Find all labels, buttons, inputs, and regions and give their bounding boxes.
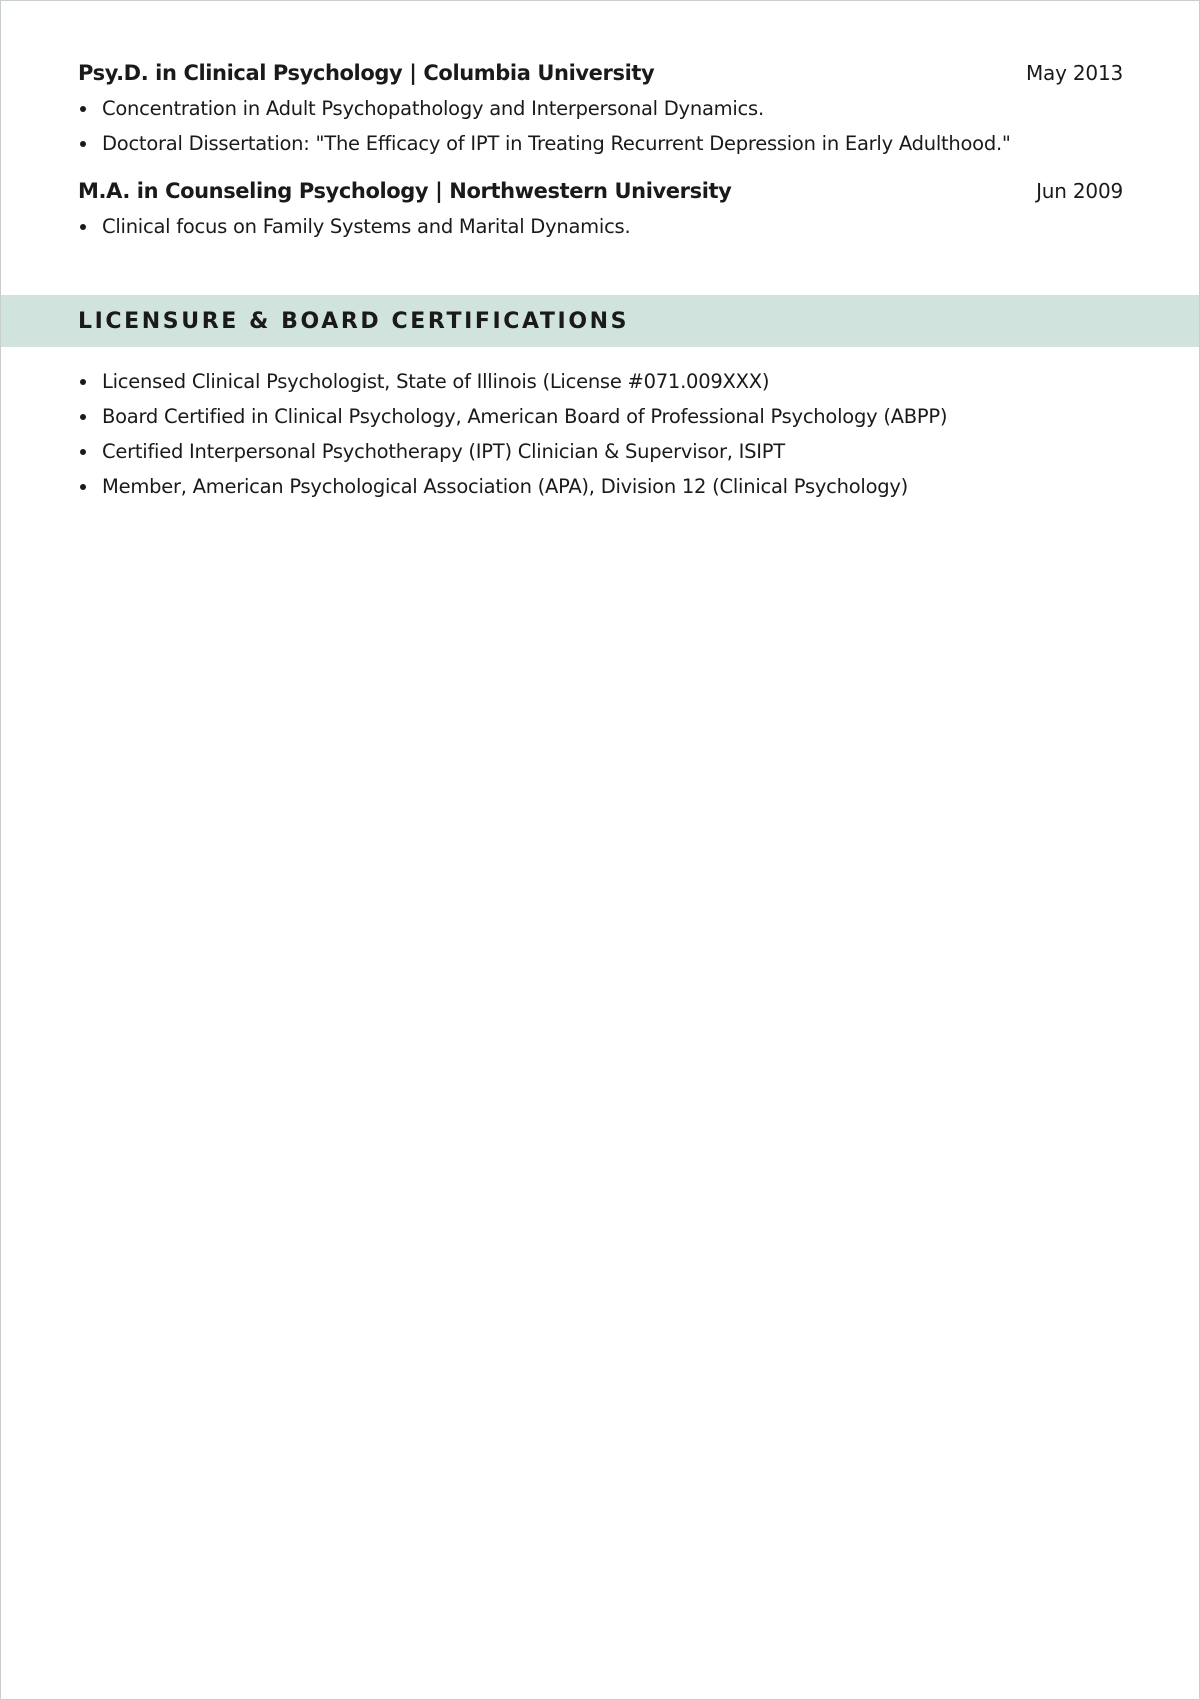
licensure-section — [1, 364, 1199, 504]
education-entry-header — [78, 61, 1123, 91]
degree-details — [78, 209, 1123, 244]
education-entry-psyd — [78, 61, 1123, 161]
degree-date: Jun 2009 — [1036, 179, 1123, 203]
list-item: Licensed Clinical Psychologist, State of Illinois (License #071.009XXX) — [78, 364, 1123, 399]
list-item: Clinical focus on Family Systems and Marital Dynamics. — [78, 209, 1123, 244]
education-section — [1, 61, 1199, 244]
degree-details — [78, 91, 1123, 161]
education-entry-ma — [78, 179, 1123, 244]
list-item: Certified Interpersonal Psychotherapy (IPT) Clinician & Supervisor, ISIPT — [78, 434, 1123, 469]
list-item: Doctoral Dissertation: "The Efficacy of IPT in Treating Recurrent Depression in Early Adulthood." — [78, 126, 1123, 161]
list-item: Concentration in Adult Psychopathology and Interpersonal Dynamics. — [78, 91, 1123, 126]
certification-list — [78, 364, 1123, 504]
education-entry-header — [78, 179, 1123, 209]
degree-title: Psy.D. in Clinical Psychology | Columbia University — [78, 61, 655, 85]
licensure-section-header — [1, 295, 1199, 347]
list-item: Board Certified in Clinical Psychology, American Board of Professional Psychology (ABPP) — [78, 399, 1123, 434]
degree-date: May 2013 — [1025, 61, 1123, 85]
degree-title: M.A. in Counseling Psychology | Northwestern University — [78, 179, 732, 203]
list-item: Member, American Psychological Association (APA), Division 12 (Clinical Psychology) — [78, 469, 1123, 504]
section-title: LICENSURE & BOARD CERTIFICATIONS — [78, 308, 630, 334]
